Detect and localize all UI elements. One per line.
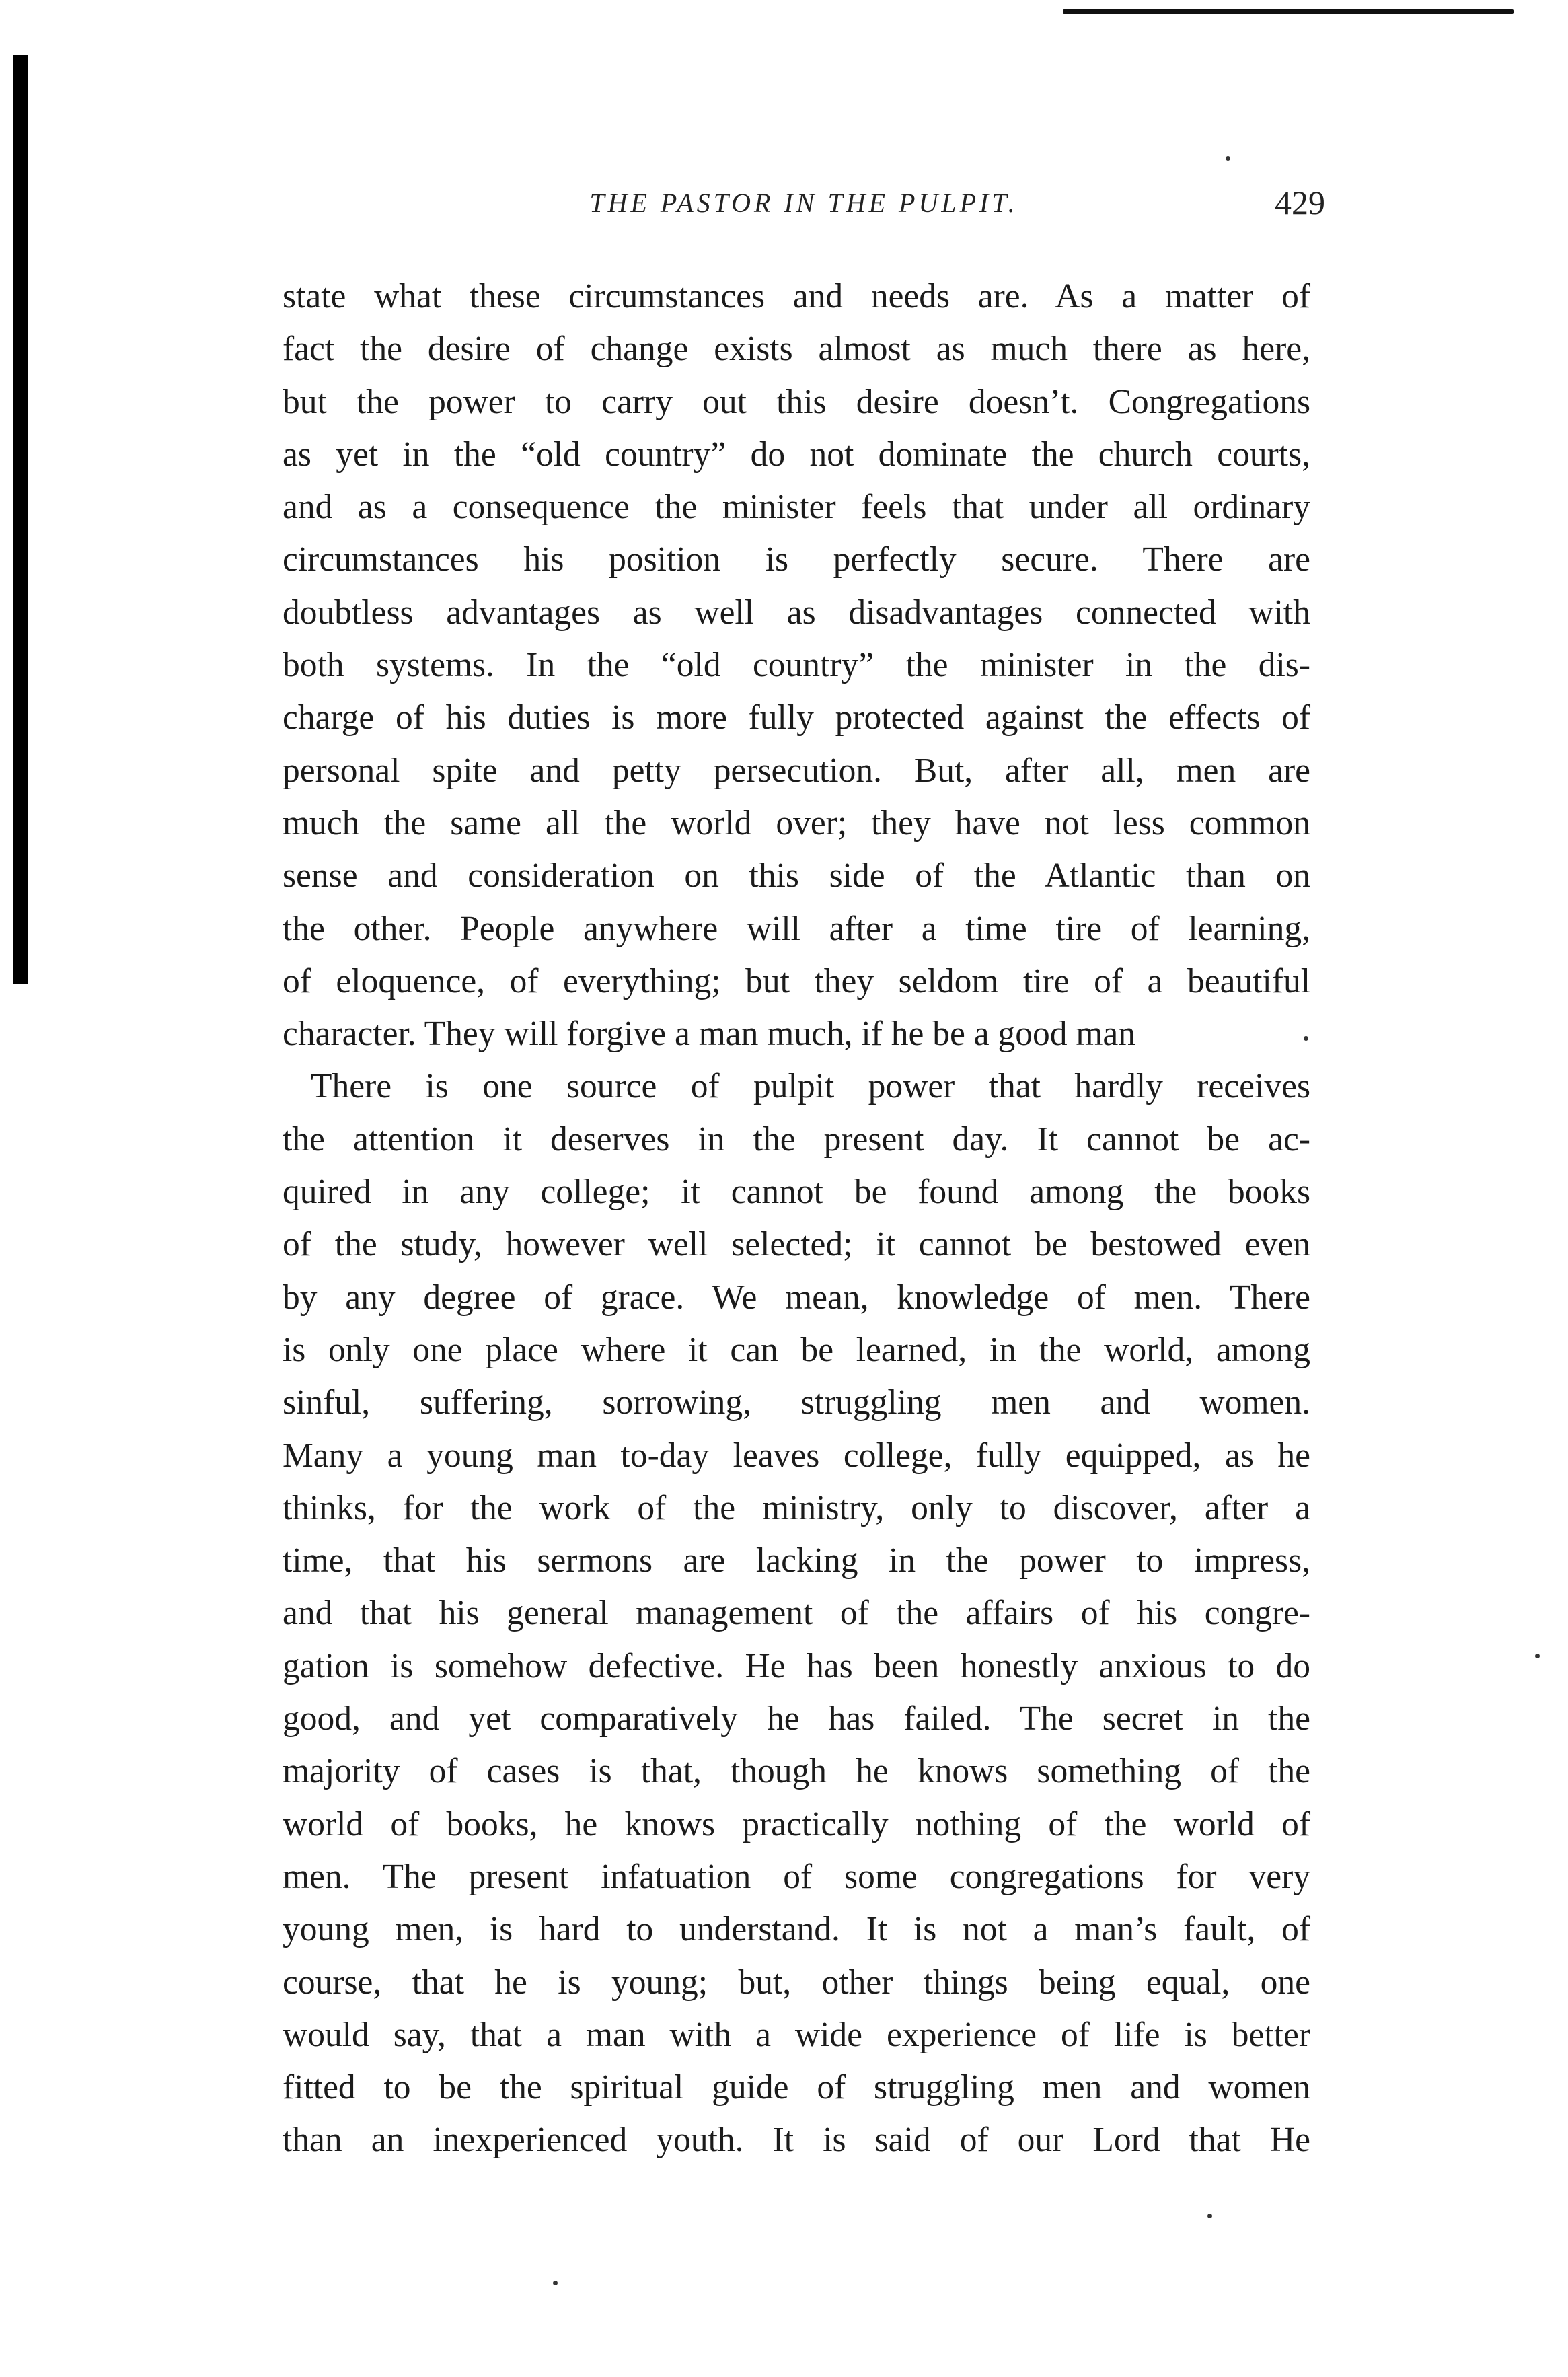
text-line: by any degree of grace. We mean, knowledge of men. There xyxy=(283,1278,1310,1317)
page-number: 429 xyxy=(1275,184,1325,221)
text-line: sense and consideration on this side of the Atlantic than on xyxy=(283,856,1310,895)
text-line: sinful, suffering, sorrowing, struggling men and women. xyxy=(283,1383,1310,1422)
text-line: much the same all the world over; they have not less common xyxy=(283,803,1310,842)
text-line: than an inexperienced youth. It is said of our Lord that He xyxy=(283,2121,1310,2160)
text-line: gation is somehow defective. He has been honestly anxious to do xyxy=(283,1646,1310,1685)
text-line: quired in any college; it cannot be found among the books xyxy=(283,1173,1310,1212)
text-line: would say, that a man with a wide experience of life is better xyxy=(283,2015,1310,2054)
scan-speck xyxy=(1226,156,1230,161)
text-line: fact the desire of change exists almost as much there as here, xyxy=(283,330,1310,369)
binding-shadow-bar xyxy=(13,55,28,984)
page-header xyxy=(283,184,1325,241)
text-line: circumstances his position is perfectly secure. There are xyxy=(283,540,1310,579)
paragraph-1 xyxy=(283,270,1310,1060)
text-line: charge of his duties is more fully protected against the effects of xyxy=(283,698,1310,737)
text-line: thinks, for the work of the ministry, only to discover, after a xyxy=(283,1488,1310,1527)
text-line: fitted to be the spiritual guide of struggling men and women xyxy=(283,2068,1310,2107)
running-head: THE PASTOR IN THE PULPIT. xyxy=(589,188,1018,218)
text-line: the other. People anywhere will after a time tire of learning, xyxy=(283,909,1310,948)
text-line: time, that his sermons are lacking in the power to impress, xyxy=(283,1541,1310,1580)
text-line: personal spite and petty persecution. But, after all, men are xyxy=(283,751,1310,790)
text-line: of eloquence, of everything; but they seldom tire of a beautiful xyxy=(283,961,1310,1000)
text-line: doubtless advantages as well as disadvantages connected with xyxy=(283,593,1310,632)
text-line: course, that he is young; but, other things being equal, one xyxy=(283,1963,1310,2002)
scan-speck xyxy=(1207,2214,1212,2218)
text-line: state what these circumstances and needs are. As a matter of xyxy=(283,277,1310,316)
paragraph-2 xyxy=(283,1060,1310,2166)
top-edge-rule xyxy=(1063,9,1514,14)
text-line: majority of cases is that, though he knows something of the xyxy=(283,1752,1310,1791)
text-line: world of books, he knows practically nothing of the world of xyxy=(283,1804,1310,1843)
body-text xyxy=(283,270,1310,2167)
text-line: the attention it deserves in the present day. It cannot be ac- xyxy=(283,1120,1310,1159)
text-line: character. They will forgive a man much, if he be a good man xyxy=(283,1015,1135,1054)
text-line: of the study, however well selected; it cannot be bestowed even xyxy=(283,1225,1310,1264)
text-line: Many a young man to-day leaves college, fully equipped, as he xyxy=(283,1436,1310,1475)
text-line: men. The present infatuation of some congregations for very xyxy=(283,1857,1310,1896)
text-line: and that his general management of the affairs of his congre- xyxy=(283,1594,1310,1633)
text-line: is only one place where it can be learned, in the world, among xyxy=(283,1330,1310,1369)
scan-speck xyxy=(1304,1036,1308,1041)
text-line: both systems. In the “old country” the minister in the dis- xyxy=(283,646,1310,685)
scan-speck xyxy=(1535,1654,1540,1658)
text-line: as yet in the “old country” do not dominate the church courts, xyxy=(283,435,1310,474)
text-line: and as a consequence the minister feels that under all ordinary xyxy=(283,488,1310,527)
text-line: good, and yet comparatively he has failed. The secret in the xyxy=(283,1699,1310,1739)
text-line: There is one source of pulpit power that hardly receives xyxy=(311,1067,1310,1106)
text-line: but the power to carry out this desire doesn’t. Congregations xyxy=(283,382,1310,421)
text-line: young men, is hard to understand. It is not a man’s fault, of xyxy=(283,1910,1310,1949)
scan-speck xyxy=(553,2281,558,2285)
